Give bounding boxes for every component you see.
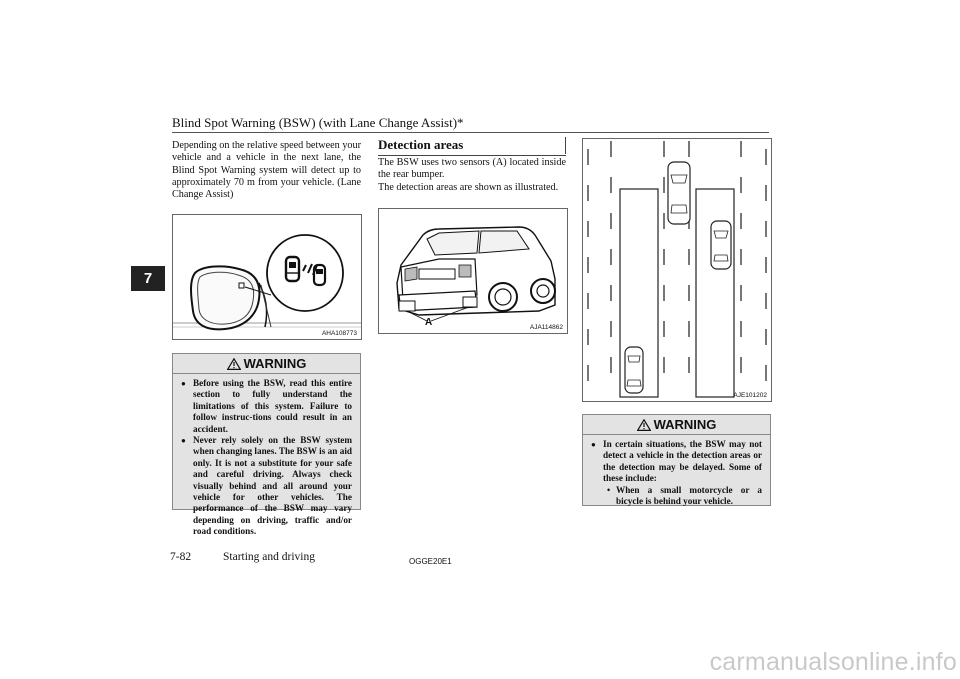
warning-list xyxy=(591,439,762,507)
sensor-label-a: A xyxy=(425,317,433,328)
warning-triangle-icon xyxy=(227,358,241,370)
chapter-tab: 7 xyxy=(131,266,165,291)
document-code: OGGE20E1 xyxy=(409,557,452,566)
warning-item: ● Before using the BSW, read this entire section to fully understand the limitations of this system. Failure to follow instruc-tions could result in an accident. xyxy=(181,378,352,434)
figure-code: AJE101202 xyxy=(733,392,767,399)
page-header-title: Blind Spot Warning (BSW) (with Lane Change Assist)* xyxy=(172,115,464,130)
detection-area-figure xyxy=(582,138,772,402)
warning-subitem: • When a small motorcycle or a bicycle is behind your vehicle. xyxy=(607,484,762,507)
sub-bullet-icon: • xyxy=(607,484,611,495)
figure-code: AJA114862 xyxy=(529,324,563,331)
mirror-illustration xyxy=(173,215,361,339)
warning-box-2 xyxy=(582,414,771,506)
bullet-icon: ● xyxy=(181,379,186,388)
suv-rear-illustration xyxy=(379,209,567,333)
warning-title: WARNING xyxy=(653,417,717,432)
sensors-paragraph: The BSW uses two sensors (A) located inside the rear bumper. The detection areas are shown as illustrated. xyxy=(378,157,566,193)
bullet-icon: ● xyxy=(591,440,596,449)
detection-area-illustration xyxy=(583,139,771,401)
sensor-location-figure xyxy=(378,208,568,334)
intro-paragraph: Depending on the relative speed between your vehicle and a vehicle in the next lane, the Blind Spot Warning system will detect up to approximately 70 m from your vehicle. (Lane Change Assist) xyxy=(172,140,361,201)
warning-title: WARNING xyxy=(243,356,307,371)
warning-triangle-icon xyxy=(637,419,651,431)
warning-box xyxy=(172,353,361,537)
mirror-indicator-figure xyxy=(172,214,362,340)
header-divider xyxy=(172,132,769,133)
warning-header xyxy=(173,354,360,374)
warning-header xyxy=(583,415,770,435)
bullet-icon: ● xyxy=(181,436,186,446)
footer-section-name: Starting and driving xyxy=(223,551,315,563)
page-number: 7-82 xyxy=(170,551,192,563)
section-heading: Detection areas xyxy=(378,137,566,156)
warning-item: ● Never rely solely on the BSW system when changing lanes. The BSW is an aid only. It is not a substitute for your safe and careful driving. Always check visually behind and all around your vehicle for other vehicles. The performance of the BSW may vary depending on driving, traffic and/or road conditions. xyxy=(181,435,352,537)
figure-code: AHA108773 xyxy=(321,330,357,337)
warning-list xyxy=(181,378,352,538)
warning-item: ● In certain situations, the BSW may not detect a vehicle in the detection areas or the detection may be delayed. Some of these include: • When a small motorcycle or a bicycle is behind your vehicle. xyxy=(591,439,762,507)
site-watermark: carmanualsonline.info xyxy=(709,648,957,676)
warning-sublist xyxy=(607,485,762,508)
